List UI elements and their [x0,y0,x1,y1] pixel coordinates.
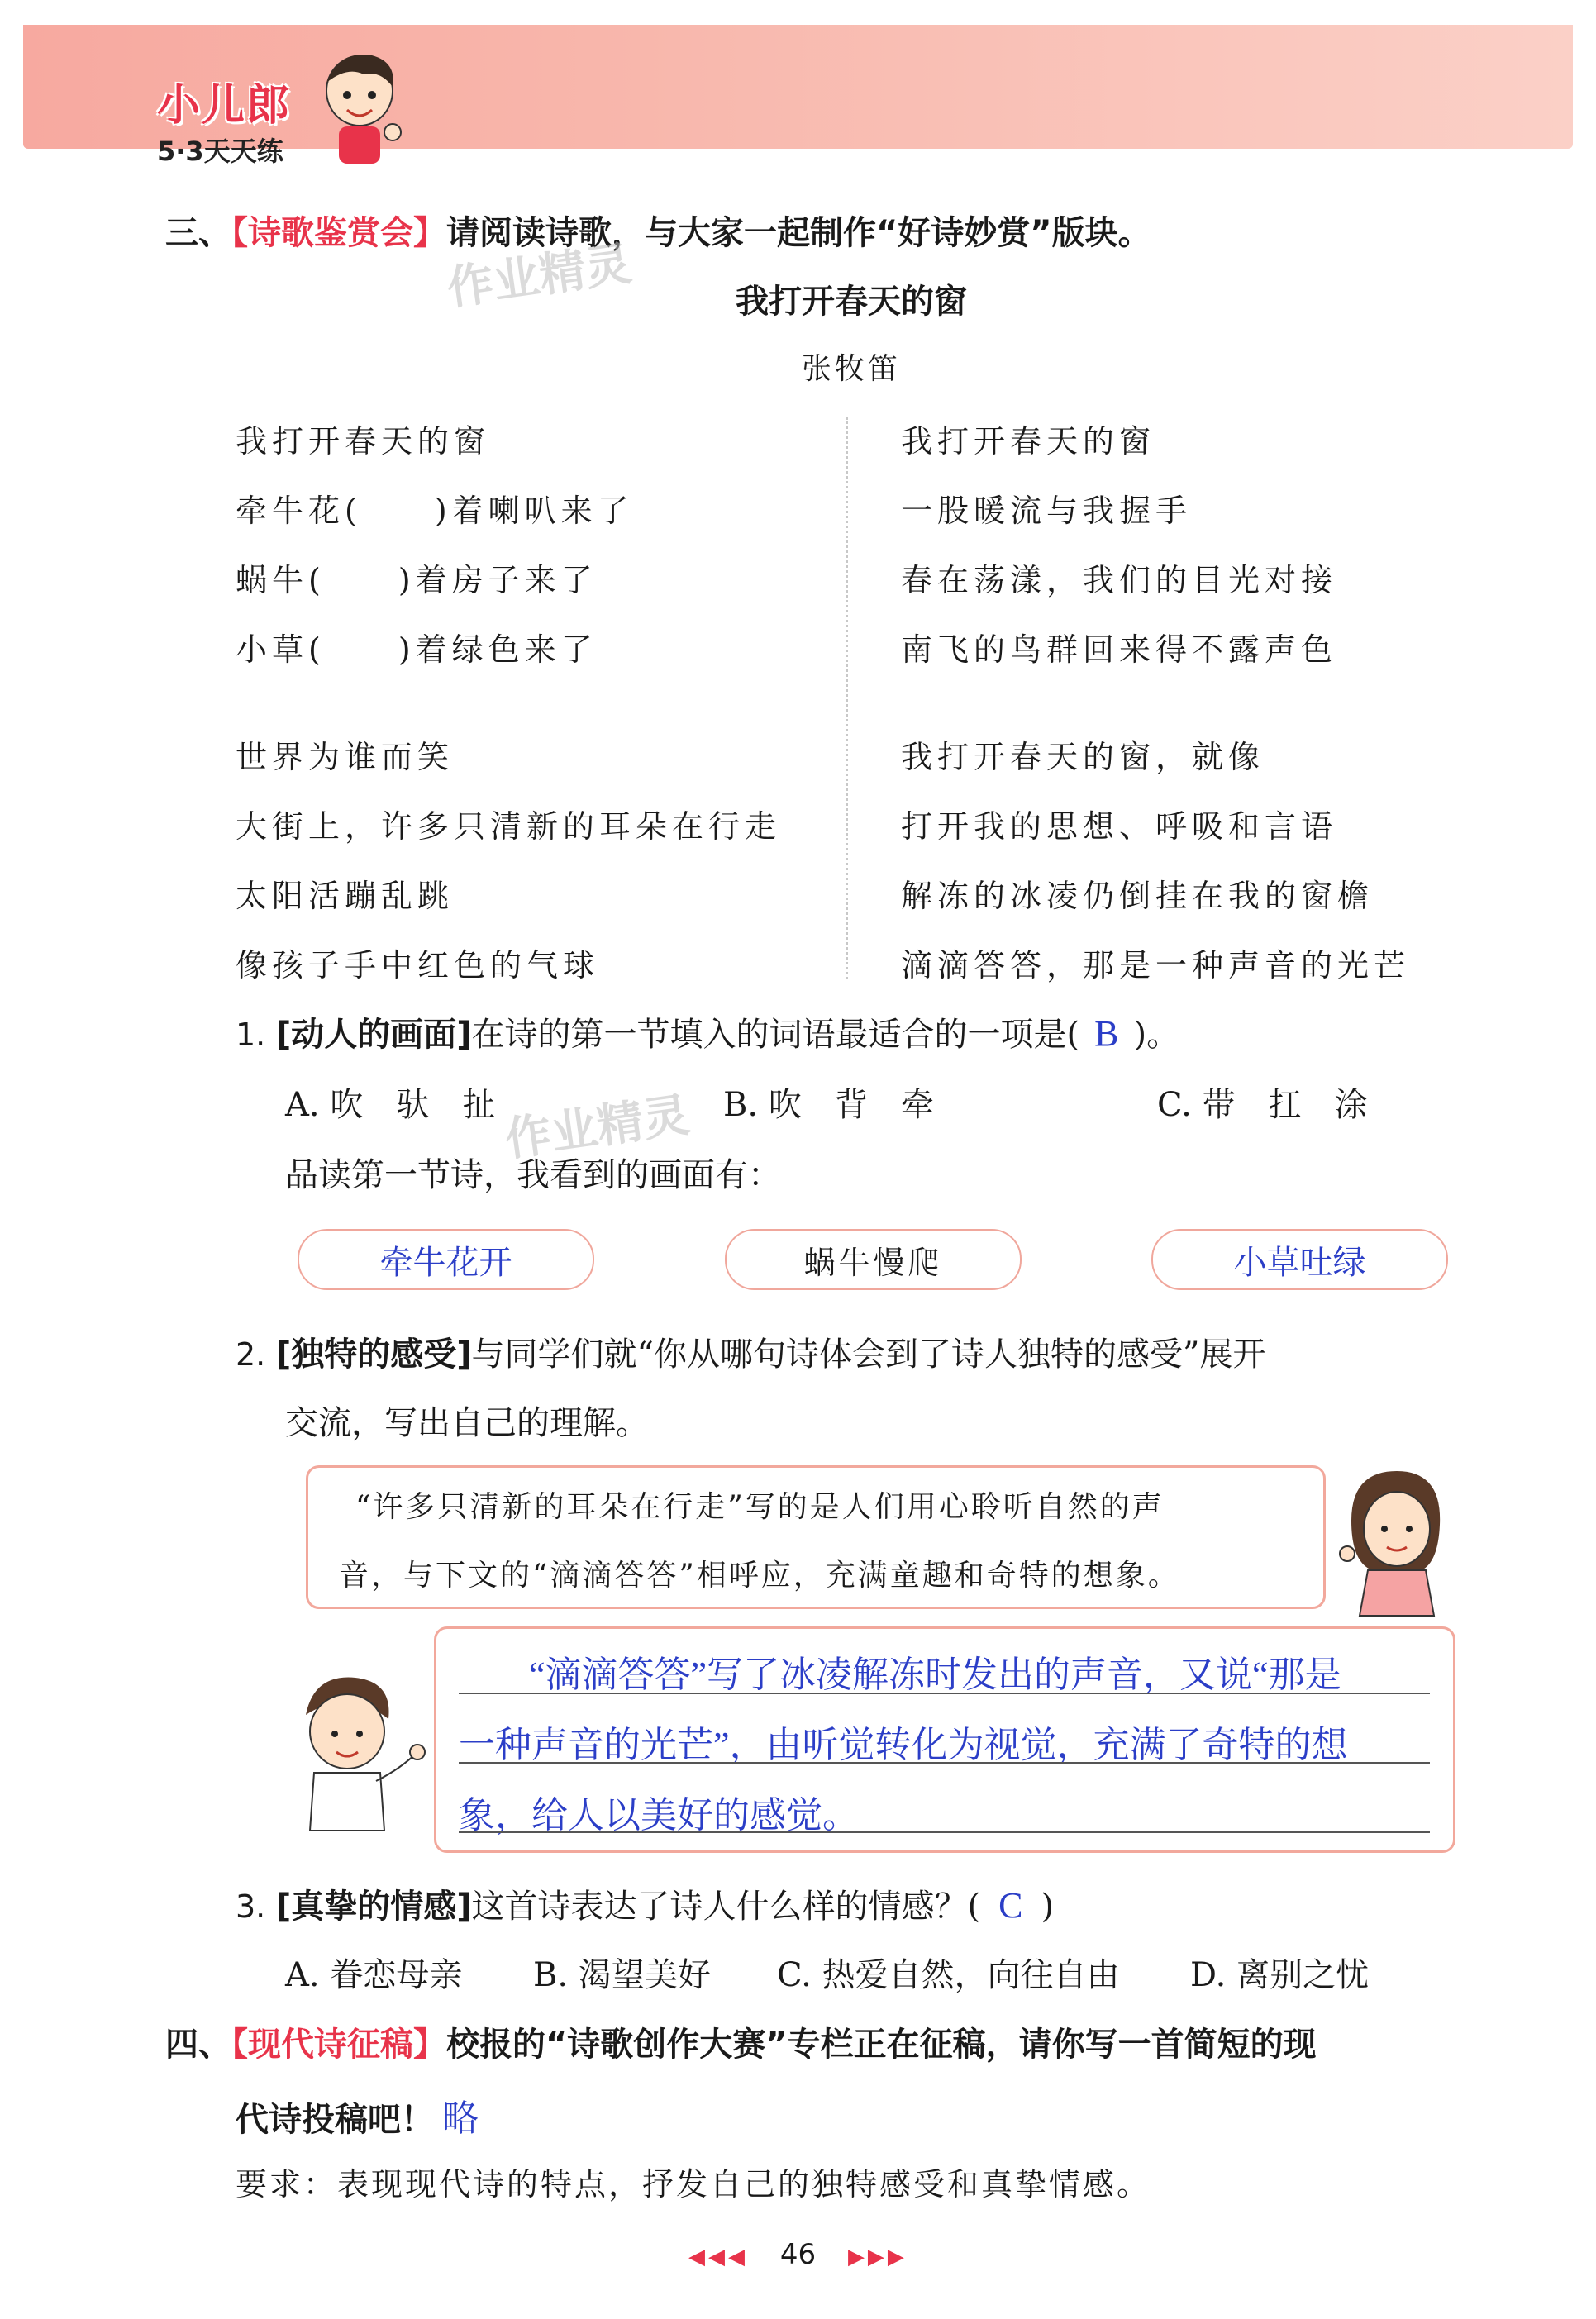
section-3-instruction: 请阅读诗歌，与大家一起制作“好诗妙赏”版块。 [446,214,1151,252]
poem-line: 一股暖流与我握手 [901,493,1193,529]
question-tag: [真挚的情感] [275,1888,472,1926]
brand-subtitle: 5·3天天练 [157,136,283,167]
section-4-requirement: 要求：表现现代诗的特点，抒发自己的独特感受和真挚情感。 [236,2166,1151,2202]
poem-line: 春在荡漾，我们的目光对接 [901,562,1338,598]
poem-line: 太阳活蹦乱跳 [236,878,455,914]
option-b: B. 吹 背 牵 [723,1086,934,1124]
answer-line: 一种声音的光芒”，由听觉转化为视觉，充满了奇特的想 [459,1725,1348,1765]
poem-line: 打开我的思想、呼吸和言语 [901,808,1338,845]
poem-line: 世界为谁而笑 [236,739,455,775]
section-4-text-line2 [236,2088,479,2141]
answer-underline [459,1831,1430,1833]
poem-author: 张牧笛 [801,352,901,386]
question-tag: [动人的画面] [275,1016,472,1054]
question-text-end: )。 [1133,1016,1180,1054]
question-number: 1. [236,1017,266,1053]
section-4-tag: 【现代诗征稿】 [231,2026,446,2064]
girl-character-icon [1331,1463,1455,1620]
section-4-number: 四、 [165,2026,231,2064]
question-text: 与同学们就“你从哪句诗体会到了诗人独特的感受”展开 [471,1336,1266,1374]
watermark: 作业精灵 [502,1088,693,1168]
answer-line: 象，给人以美好的感觉。 [459,1795,859,1836]
question-text: 在诗的第一节填入的词语最适合的一项是( [471,1016,1080,1054]
option-a: A. 眷恋母亲 [285,1956,463,1994]
page-footer [0,2238,1596,2271]
section-3-tag: 【诗歌鉴赏会】 [231,214,446,252]
answer-handwritten: C [998,1885,1023,1926]
sub-prompt: 品读第一节诗，我看到的画面有： [285,1156,781,1194]
question-tag: [独特的感受] [275,1336,472,1374]
option-c: C. 带 扛 涂 [1157,1086,1368,1124]
question-number: 3. [236,1888,266,1925]
answer-underline [459,1762,1430,1764]
option-c: C. 热爱自然，向往自由 [777,1956,1120,1994]
answer-handwritten: B [1094,1013,1119,1054]
poem-line: 滴滴答答，那是一种声音的光芒 [901,947,1411,983]
poem-title: 我打开春天的窗 [736,283,967,321]
picture-pill: 蜗牛慢爬 [725,1229,1022,1290]
poem-line: 我打开春天的窗，就像 [901,739,1265,775]
option-b: B. 渴望美好 [533,1956,711,1994]
poem-line: 解冻的冰凌仍倒挂在我的窗檐 [901,878,1374,914]
poem-line: 大街上，许多只清新的耳朵在行走 [236,808,782,845]
answer-line: “滴滴答答”写了冰凌解冻时发出的声音，又说“那是 [529,1655,1341,1695]
poem-line: 像孩子手中红色的气球 [236,947,600,983]
answer-underline [459,1693,1430,1694]
brand-logo: 小儿郎 [157,81,292,131]
question-text: 这首诗表达了诗人什么样的情感？( [471,1888,981,1926]
section-4-text-line2-label: 代诗投稿吧！ [236,2101,434,2139]
option-a: A. 吹 驮 扯 [285,1086,496,1124]
picture-pill: 牵牛花开 [298,1229,594,1290]
girl-speech-line: 音，与下文的“滴滴答答”相呼应，充满童趣和奇特的想象。 [339,1559,1180,1593]
question-number: 2. [236,1336,266,1373]
question-text-end: ) [1041,1888,1055,1926]
picture-pill: 小草吐绿 [1151,1229,1448,1290]
question-3 [236,1880,1054,1927]
question-text-line2: 交流，写出自己的理解。 [285,1404,649,1442]
poem-line: 蜗牛( )着房子来了 [236,562,598,598]
option-d: D. 离别之忧 [1190,1956,1370,1994]
poem-line: 小草( )着绿色来了 [236,631,598,668]
boy-mascot-icon [314,45,405,169]
poem-line: 我打开春天的窗 [901,423,1156,460]
girl-speech-line: “许多只清新的耳朵在行走”写的是人们用心聆听自然的声 [355,1490,1165,1524]
next-arrows-icon: ▶▶▶ [847,2245,908,2269]
poem-column-divider [846,417,848,979]
watermark: 作业精灵 [444,236,636,317]
section-3-heading [165,207,1151,254]
prev-arrows-icon: ◀◀◀ [688,2245,749,2269]
section-4-heading [165,2018,1317,2065]
boy-character-icon [285,1669,426,1835]
section-3-number: 三、 [165,214,231,252]
poem-line: 南飞的鸟群回来得不露声色 [901,631,1338,668]
poem-line: 牵牛花( )着喇叭来了 [236,493,634,529]
section-4-text: 校报的“诗歌创作大赛”专栏正在征稿，请你写一首简短的现 [446,2026,1317,2064]
question-1 [236,1008,1179,1055]
poem-line: 我打开春天的窗 [236,423,491,460]
question-2 [236,1328,1265,1375]
page-number: 46 [779,2238,817,2271]
answer-handwritten: 略 [442,2098,479,2139]
